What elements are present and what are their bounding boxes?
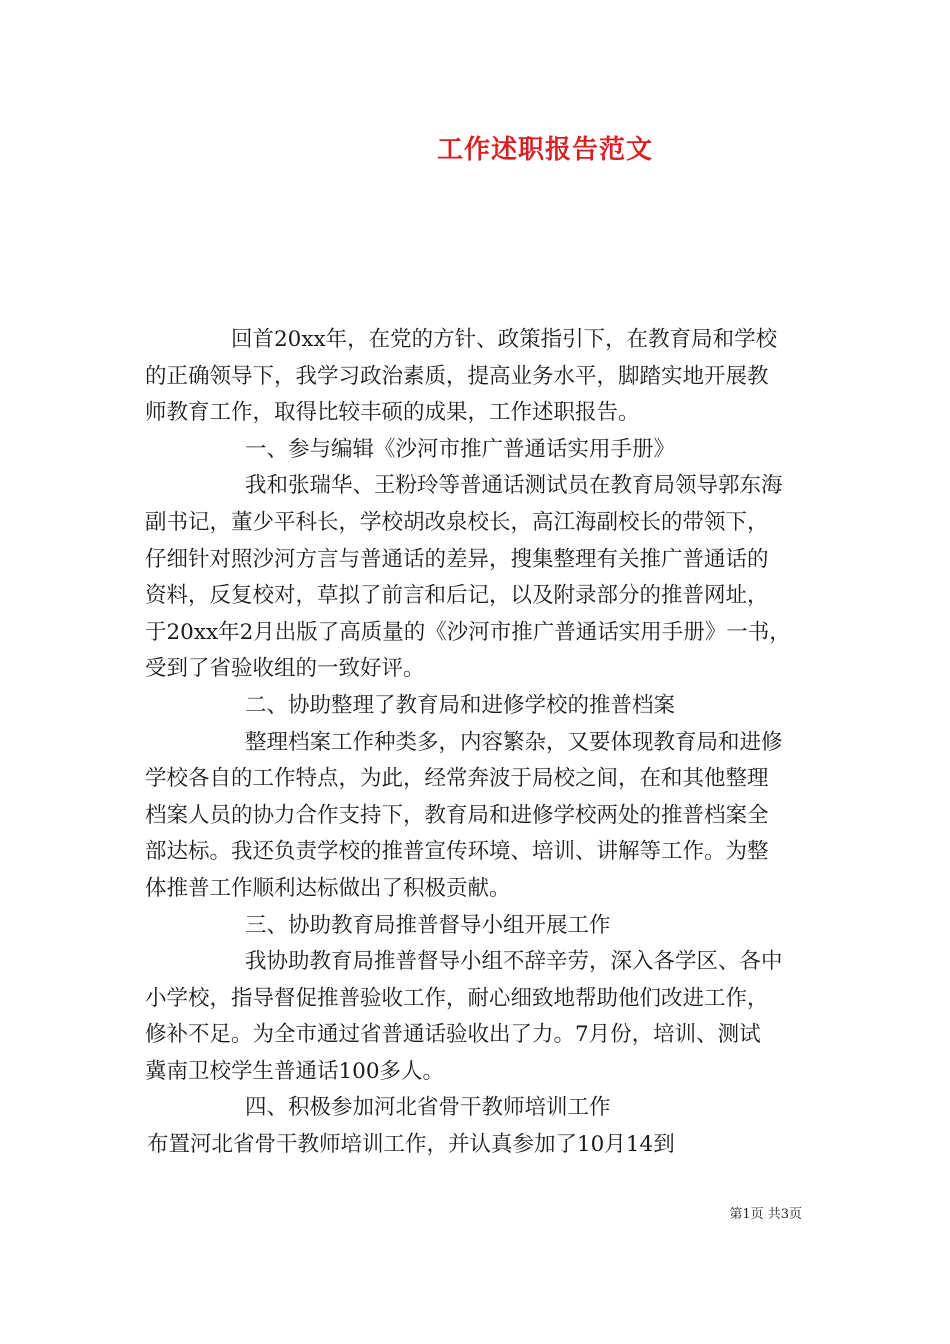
body-line: 我和张瑞华、王粉玲等普通话测试员在教育局领导郭东海 bbox=[245, 473, 783, 499]
body-line: 副书记，董少平科长，学校胡改泉校长，高江海副校长的带领下， bbox=[145, 509, 769, 535]
body-line: 档案人员的协力合作支持下，教育局和进修学校两处的推普档案全 bbox=[145, 802, 769, 828]
body-line: 冀南卫校学生普通话100多人。 bbox=[145, 1058, 445, 1084]
body-line: 我协助教育局推普督导小组不辞辛劳，深入各学区、各中 bbox=[245, 949, 783, 975]
page-footer: 第1页 共3页 bbox=[729, 1207, 802, 1222]
document-title: 工作述职报告范文 bbox=[436, 135, 653, 165]
document-body bbox=[145, 322, 810, 1164]
body-line: 体推普工作顺利达标做出了积极贡献。 bbox=[145, 875, 511, 901]
body-line: 师教育工作，取得比较丰硕的成果，工作述职报告。 bbox=[145, 400, 640, 426]
body-line: 四、积极参加河北省骨干教师培训工作 bbox=[245, 1095, 611, 1121]
body-line: 整理档案工作种类多，内容繁杂，又要体现教育局和进修 bbox=[245, 729, 783, 755]
body-line: 小学校，指导督促推普验收工作，耐心细致地帮助他们改进工作， bbox=[145, 985, 769, 1011]
body-line: 于20xx年2月出版了高质量的《沙河市推广普通话实用手册》一书， bbox=[145, 619, 791, 645]
body-line: 修补不足。为全市通过省普通话验收出了力。7月份，培训、测试 bbox=[145, 1022, 761, 1048]
body-line: 回首20xx年，在党的方针、政策指引下，在教育局和学校 bbox=[231, 327, 778, 352]
body-line: 布置河北省骨干教师培训工作，并认真参加了10月14到 bbox=[147, 1132, 675, 1158]
body-line: 的正确领导下，我学习政治素质，提高业务水平，脚踏实地开展教 bbox=[145, 363, 769, 389]
body-line: 仔细针对照沙河方言与普通话的差异，搜集整理有关推广普通话的 bbox=[145, 546, 769, 572]
body-line: 一、参与编辑《沙河市推广普通话实用手册》 bbox=[245, 436, 676, 462]
body-line: 受到了省验收组的一致好评。 bbox=[145, 656, 425, 682]
body-line: 三、协助教育局推普督导小组开展工作 bbox=[245, 912, 611, 938]
body-line: 学校各自的工作特点，为此，经常奔波于局校之间，在和其他整理 bbox=[145, 766, 769, 792]
body-line: 资料，反复校对，草拟了前言和后记，以及附录部分的推普网址， bbox=[145, 583, 769, 609]
body-line: 二、协助整理了教育局和进修学校的推普档案 bbox=[245, 692, 676, 718]
body-line: 部达标。我还负责学校的推普宣传环境、培训、讲解等工作。为整 bbox=[145, 839, 769, 865]
